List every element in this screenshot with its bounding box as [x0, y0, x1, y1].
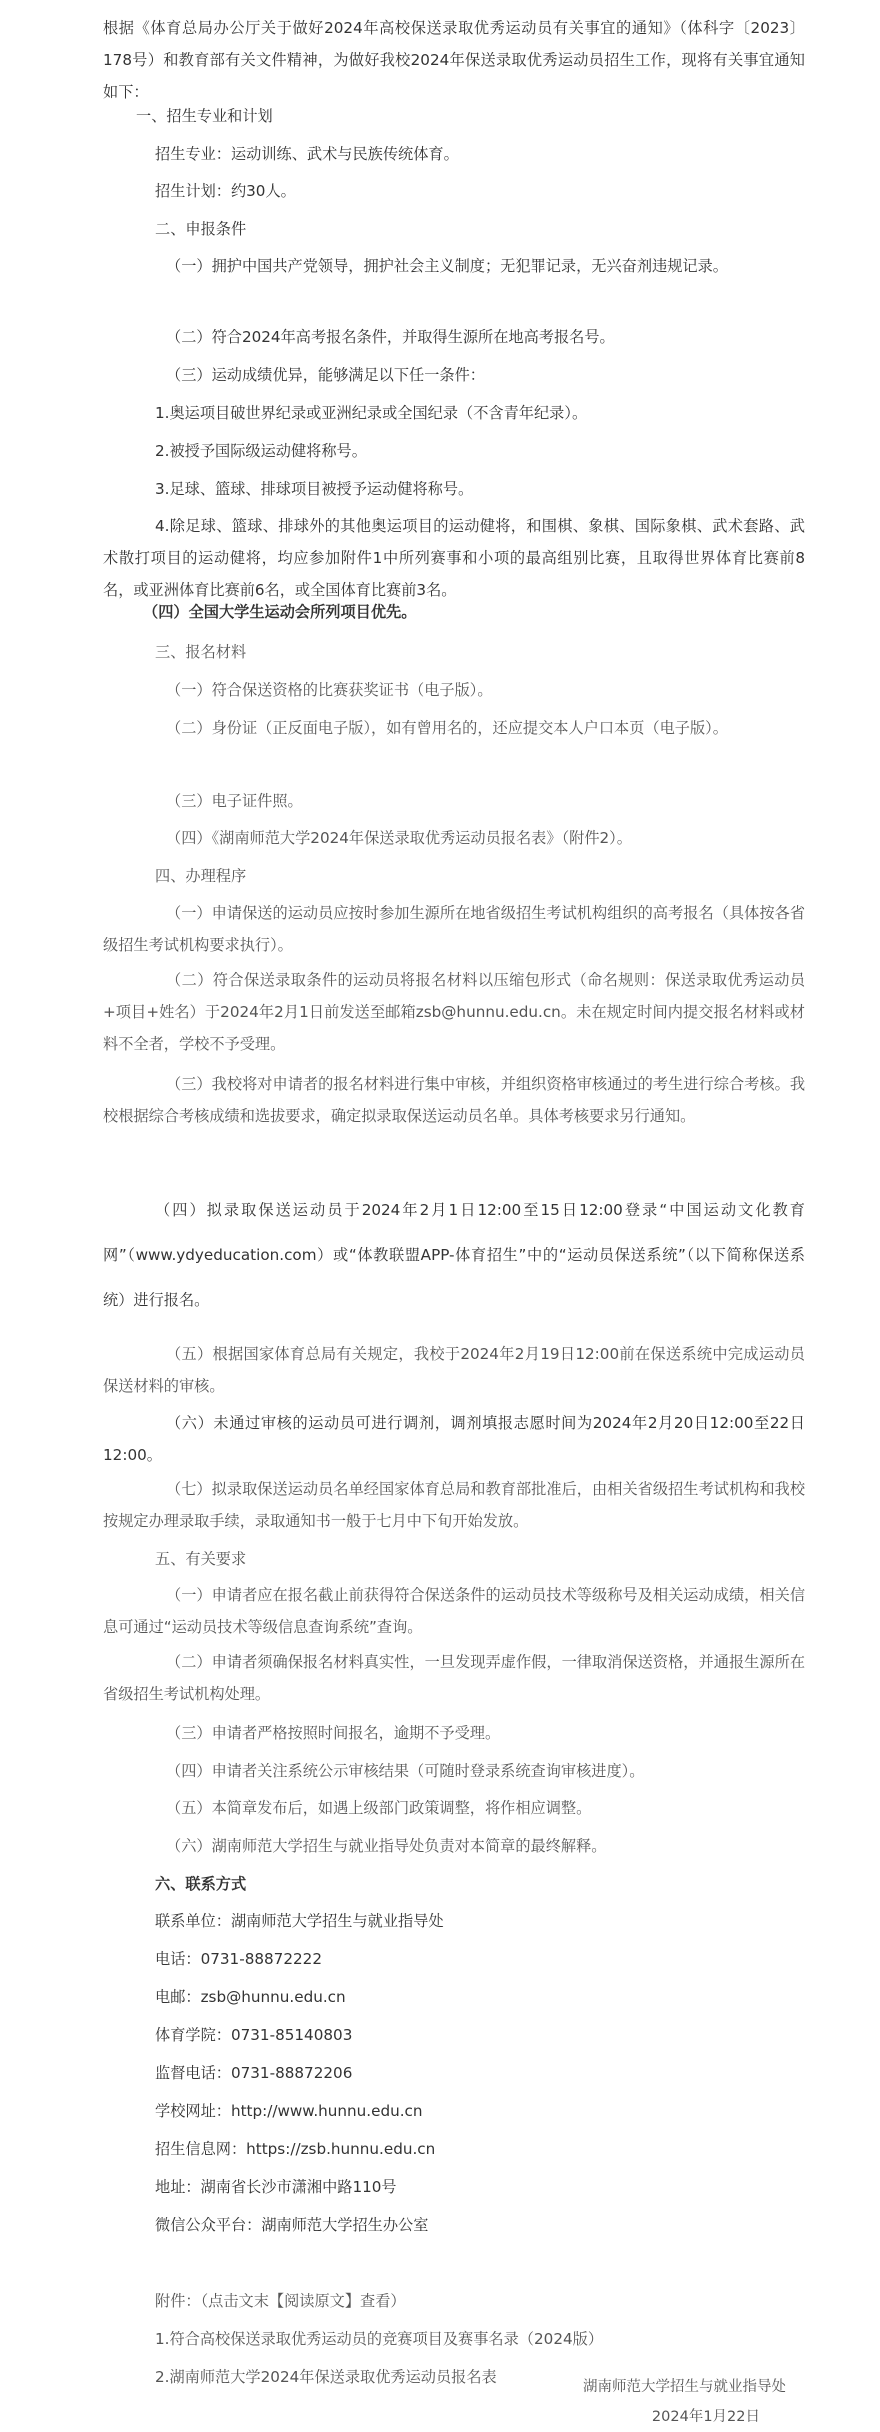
material-4: （四）《湖南师范大学2024年保送录取优秀运动员报名表》（附件2）。 — [166, 829, 632, 847]
procedure-2: （二）符合保送录取条件的运动员将报名材料以压缩包形式（命名规则：保送录取优秀运动员+项目+姓名）于2024年2月1日前发送至邮箱zsb@hunnu.edu.cn。未在规定时间内提交报名材料或材料不全者，学校不予受理。 — [103, 971, 805, 1053]
contact-email: 电邮：zsb@hunnu.edu.cn — [155, 1988, 346, 2006]
requirement-1: （一）申请者应在报名截止前获得符合保送条件的运动员技术等级称号及相关运动成绩，相关信息可通过“运动员技术等级信息查询系统”查询。 — [103, 1586, 805, 1636]
major-text: 招生专业：运动训练、武术与民族传统体育。 — [155, 145, 459, 163]
contact-phone: 电话：0731-88872222 — [155, 1950, 322, 1968]
procedure-7: （七）拟录取保送运动员名单经国家体育总局和教育部批准后，由相关省级招生考试机构和我校按规定办理录取手续，录取通知书一般于七月中下旬开始发放。 — [103, 1480, 805, 1530]
condition-3: （三）运动成绩优异，能够满足以下任一条件： — [166, 366, 485, 384]
contact-unit: 联系单位：湖南师范大学招生与就业指导处 — [155, 1912, 444, 1930]
intro-paragraph: 根据《体育总局办公厅关于做好2024年高校保送录取优秀运动员有关事宜的通知》（体科字〔2023〕178号）和教育部有关文件精神，为做好我校2024年保送录取优秀运动员招生工作，现将有关事宜通知如下： — [103, 19, 805, 101]
signature-date: 2024年1月22日 — [651, 2409, 760, 2425]
procedure-6: （六）未通过审核的运动员可进行调剂，调剂填报志愿时间为2024年2月20日12:00至22日12:00。 — [103, 1414, 805, 1464]
condition-4: （四）全国大学生运动会所列项目优先。 — [143, 603, 417, 621]
contact-website: 学校网址：http://www.hunnu.edu.cn — [155, 2102, 423, 2120]
section-1-heading: 一、招生专业和计划 — [136, 107, 273, 125]
procedure-3: （三）我校将对申请者的报名材料进行集中审核，并组织资格审核通过的考生进行综合考核。我校根据综合考核成绩和选拔要求，确定拟录取保送运动员名单。具体考核要求另行通知。 — [103, 1075, 805, 1125]
attachments-heading: 附件：（点击文末【阅读原文】查看） — [155, 2292, 406, 2310]
procedure-1: （一）申请保送的运动员应按时参加生源所在地省级招生考试机构组织的高考报名（具体按各省级招生考试机构要求执行）。 — [103, 904, 805, 954]
section-2-heading: 二、申报条件 — [155, 220, 247, 238]
condition-3-item-4: 4.除足球、篮球、排球外的其他奥运项目的运动健将，和围棋、象棋、国际象棋、武术套路、武术散打项目的运动健将，均应参加附件1中所列赛事和小项的最高组别比赛，且取得世界体育比赛前8名，或亚洲体育比赛前6名，或全国体育比赛前3名。 — [103, 517, 805, 599]
material-2: （二）身份证（正反面电子版），如有曾用名的，还应提交本人户口本页（电子版）。 — [166, 719, 728, 737]
requirement-2: （二）申请者须确保报名材料真实性，一旦发现弄虚作假，一律取消保送资格，并通报生源所在省级招生考试机构处理。 — [103, 1653, 805, 1703]
requirement-6: （六）湖南师范大学招生与就业指导处负责对本简章的最终解释。 — [166, 1837, 607, 1855]
contact-supervision: 监督电话：0731-88872206 — [155, 2064, 353, 2082]
condition-3-item-2: 2.被授予国际级运动健将称号。 — [155, 442, 367, 460]
contact-sport-college: 体育学院：0731-85140803 — [155, 2026, 353, 2044]
material-3: （三）电子证件照。 — [166, 792, 303, 810]
requirement-3: （三）申请者严格按照时间报名，逾期不予受理。 — [166, 1724, 501, 1742]
section-3-heading: 三、报名材料 — [155, 643, 247, 661]
attachment-1: 1.符合高校保送录取优秀运动员的竞赛项目及赛事名录（2024版） — [155, 2330, 604, 2348]
condition-3-item-3: 3.足球、篮球、排球项目被授予运动健将称号。 — [155, 480, 474, 498]
condition-2: （二）符合2024年高考报名条件，并取得生源所在地高考报名号。 — [166, 328, 615, 346]
signature-org: 湖南师范大学招生与就业指导处 — [583, 2379, 786, 2395]
section-6-heading: 六、联系方式 — [155, 1875, 247, 1893]
material-1: （一）符合保送资格的比赛获奖证书（电子版）。 — [166, 681, 493, 699]
procedure-4: （四）拟录取保送运动员于2024年2月1日12:00至15日12:00登录“中国运动文化教育网”（www.ydyeducation.com）或“体教联盟APP-体育招生”中的“运动员保送系统”（以下简称保送系统）进行报名。 — [103, 1201, 805, 1309]
plan-text: 招生计划：约30人。 — [155, 182, 296, 200]
section-5-heading: 五、有关要求 — [155, 1550, 247, 1568]
requirement-4: （四）申请者关注系统公示审核结果（可随时登录系统查询审核进度）。 — [166, 1762, 645, 1780]
requirement-5: （五）本简章发布后，如遇上级部门政策调整，将作相应调整。 — [166, 1799, 592, 1817]
contact-wechat: 微信公众平台：湖南师范大学招生办公室 — [155, 2216, 429, 2234]
section-4-heading: 四、办理程序 — [155, 867, 247, 885]
condition-3-item-1: 1.奥运项目破世界纪录或亚洲纪录或全国纪录（不含青年纪录）。 — [155, 404, 588, 422]
condition-1: （一）拥护中国共产党领导，拥护社会主义制度；无犯罪记录，无兴奋剂违规记录。 — [166, 257, 728, 275]
contact-admission-site: 招生信息网：https://zsb.hunnu.edu.cn — [155, 2140, 436, 2158]
attachment-2: 2.湖南师范大学2024年保送录取优秀运动员报名表 — [155, 2368, 497, 2386]
contact-address: 地址：湖南省长沙市潇湘中路110号 — [155, 2178, 397, 2196]
procedure-5: （五）根据国家体育总局有关规定，我校于2024年2月19日12:00前在保送系统中完成运动员保送材料的审核。 — [103, 1345, 805, 1395]
